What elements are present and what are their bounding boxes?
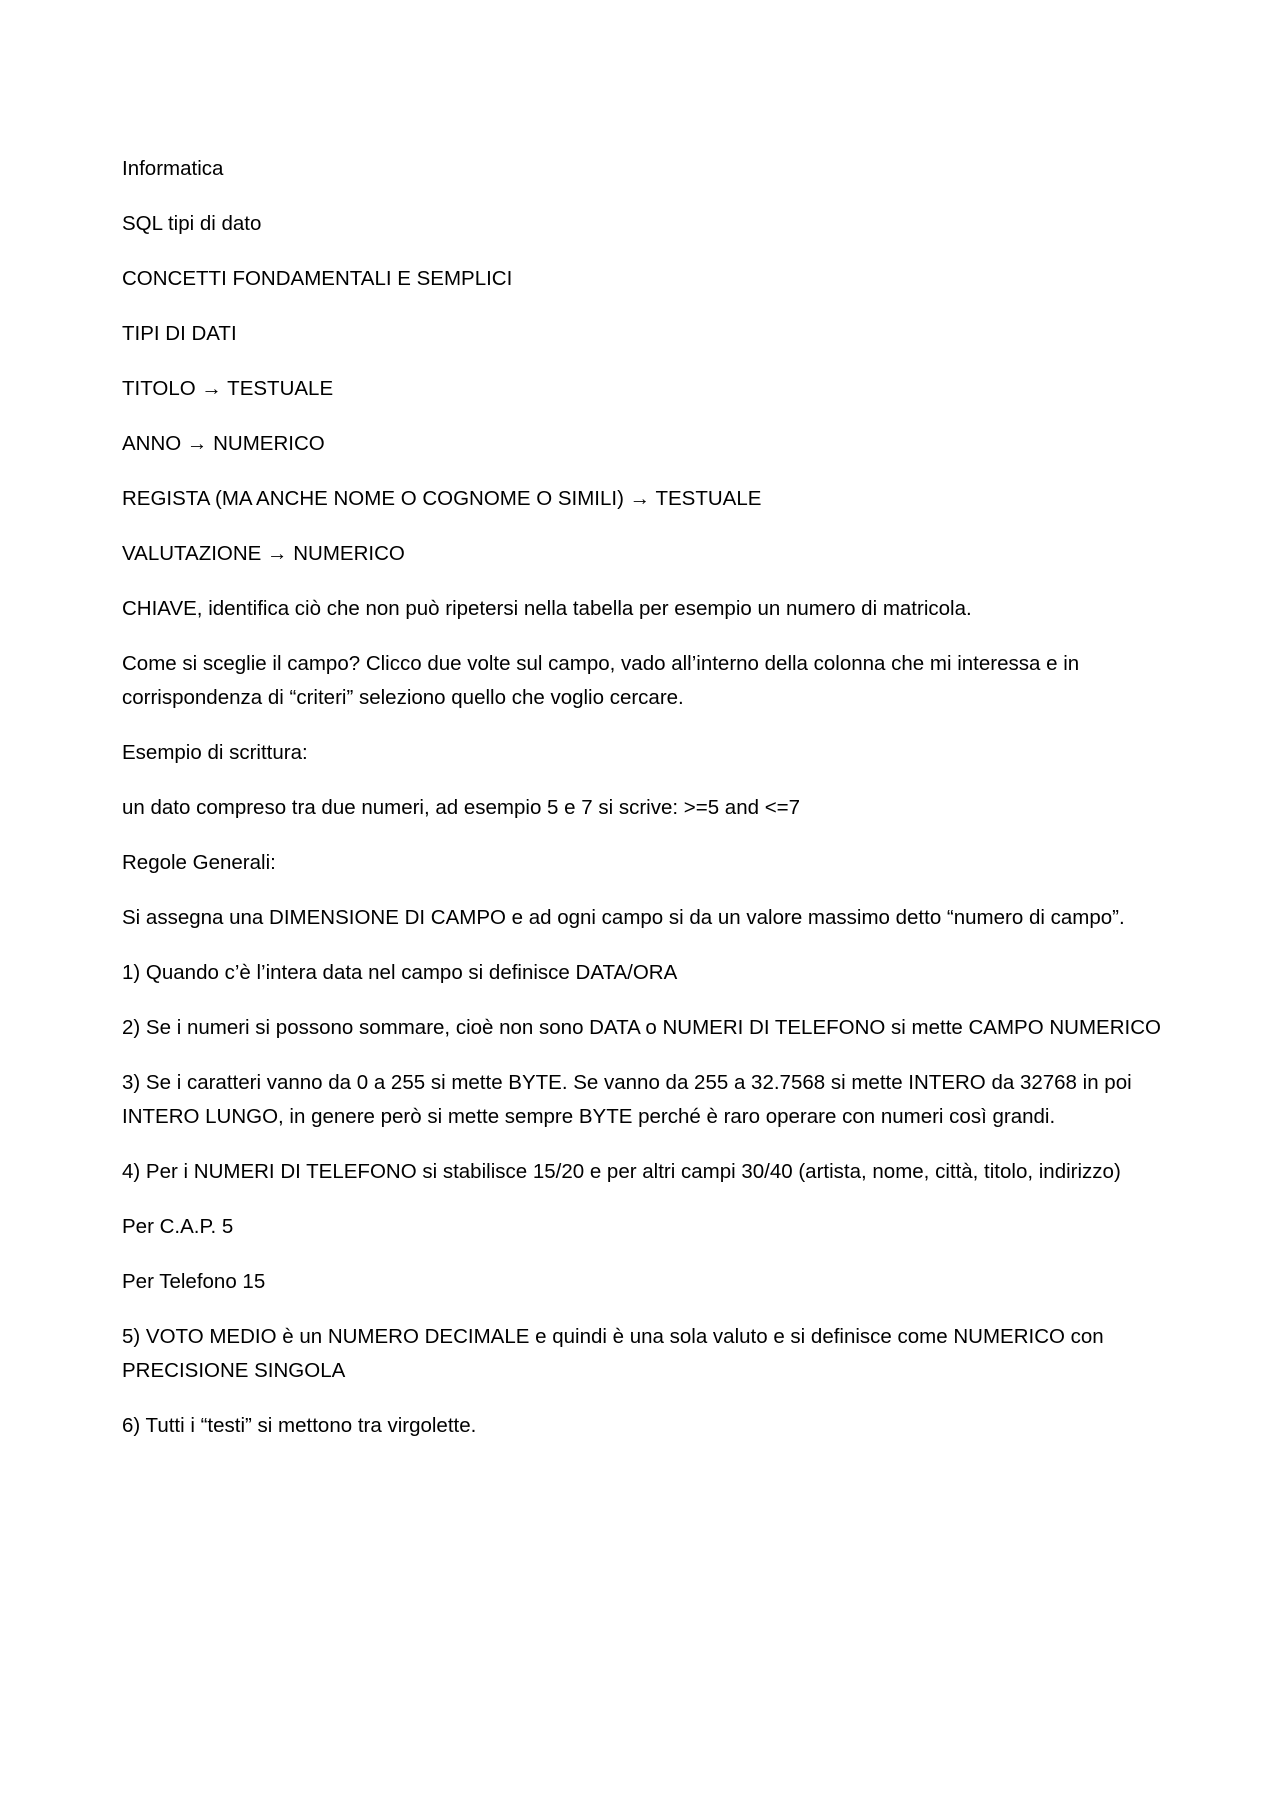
paragraph: Esempio di scrittura: [122, 741, 308, 764]
paragraph: Come si sceglie il campo? Clicco due volte sul campo, vado all’interno della colonna che mi interessa e in corrispondenza di “criteri” seleziono quello che voglio cercare. [122, 652, 1080, 709]
paragraph: TITOLO → TESTUALE [122, 377, 334, 400]
document-body [122, 152, 1172, 1464]
doc-title: Informatica [122, 157, 224, 180]
section-heading: CONCETTI FONDAMENTALI E SEMPLICI [122, 267, 513, 290]
paragraph: CHIAVE, identifica ciò che non può ripetersi nella tabella per esempio un numero di matricola. [122, 597, 972, 620]
paragraph: Per Telefono 15 [122, 1270, 266, 1293]
paragraph: VALUTAZIONE → NUMERICO [122, 542, 405, 565]
list-item: 3) Se i caratteri vanno da 0 a 255 si mette BYTE. Se vanno da 255 a 32.7568 si mette INTERO da 32768 in poi INTERO LUNGO, in genere però si mette sempre BYTE perché è raro operare con numeri così grandi. [122, 1071, 1132, 1128]
paragraph: Si assegna una DIMENSIONE DI CAMPO e ad ogni campo si da un valore massimo detto “numero di campo”. [122, 906, 1125, 929]
list-item: 6) Tutti i “testi” si mettono tra virgolette. [122, 1414, 477, 1437]
list-item: 4) Per i NUMERI DI TELEFONO si stabilisce 15/20 e per altri campi 30/40 (artista, nome, città, titolo, indirizzo) [122, 1160, 1121, 1183]
paragraph: un dato compreso tra due numeri, ad esempio 5 e 7 si scrive: >=5 and <=7 [122, 796, 801, 819]
doc-subtitle: SQL tipi di dato [122, 212, 262, 235]
section-heading: TIPI DI DATI [122, 322, 237, 345]
list-item: 1) Quando c’è l’intera data nel campo si definisce DATA/ORA [122, 961, 678, 984]
list-item: 2) Se i numeri si possono sommare, cioè non sono DATA o NUMERI DI TELEFONO si mette CAMPO NUMERICO [122, 1016, 1161, 1039]
paragraph: Per C.A.P. 5 [122, 1215, 234, 1238]
list-item: 5) VOTO MEDIO è un NUMERO DECIMALE e quindi è una sola valuto e si definisce come NUMERICO con PRECISIONE SINGOLA [122, 1325, 1104, 1382]
paragraph: REGISTA (MA ANCHE NOME O COGNOME O SIMILI) → TESTUALE [122, 487, 762, 510]
paragraph: Regole Generali: [122, 851, 276, 874]
paragraph: ANNO → NUMERICO [122, 432, 325, 455]
